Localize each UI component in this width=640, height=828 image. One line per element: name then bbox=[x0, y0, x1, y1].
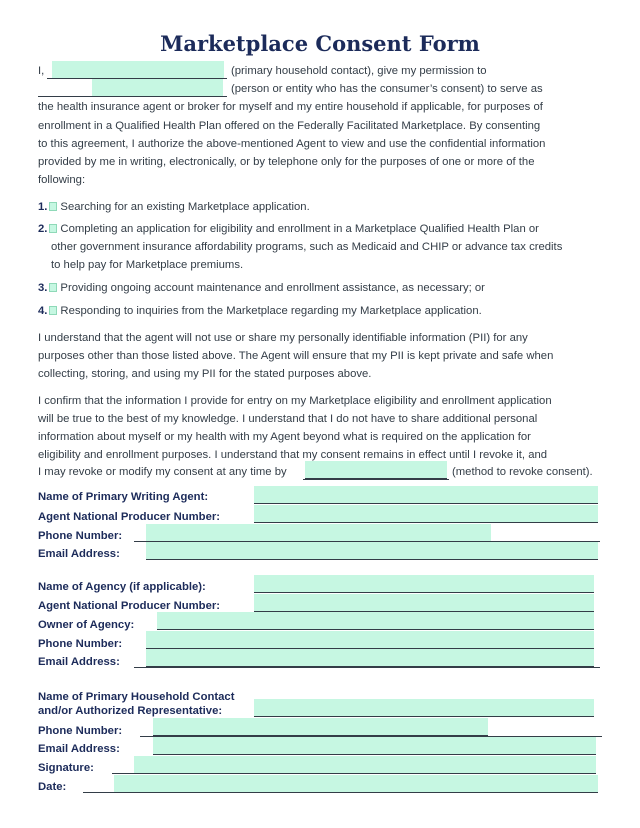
intro-i-label: I, bbox=[38, 65, 45, 77]
purpose-2-checkbox[interactable] bbox=[49, 224, 57, 233]
household-contact-field[interactable] bbox=[254, 699, 594, 717]
purpose-text: Searching for an existing Marketplace application. bbox=[60, 201, 310, 213]
purpose-text: other government insurance affordability programs, such as Medicaid and CHIP or advance tax credits bbox=[51, 241, 563, 253]
intro-line: to this agreement, I authorize the above-mentioned Agent to view and use the confidential information bbox=[38, 138, 546, 150]
revoke-method-field[interactable] bbox=[305, 461, 447, 479]
pii-line: I understand that the agent will not use or share my personally identifiable information (PII) for any bbox=[38, 332, 528, 344]
purpose-4-checkbox[interactable] bbox=[49, 306, 57, 315]
confirm-line: information about myself or my health with my Agent beyond what is required on the application for bbox=[38, 431, 531, 443]
household-phone-label: Phone Number: bbox=[38, 725, 123, 737]
purpose-item-1 bbox=[38, 200, 310, 214]
agent-email-field[interactable] bbox=[146, 542, 598, 560]
agent-phone-input[interactable] bbox=[146, 526, 491, 543]
writing-agent-label: Name of Primary Writing Agent: bbox=[38, 491, 209, 503]
agency-email-label: Email Address: bbox=[38, 656, 120, 668]
revoke-after: (method to revoke consent). bbox=[452, 466, 593, 478]
pii-line: purposes other than those listed above. The Agent will ensure that my PII is kept private and safe when bbox=[38, 350, 554, 362]
date-field[interactable] bbox=[114, 775, 598, 793]
date-label: Date: bbox=[38, 781, 67, 793]
agency-email-field[interactable] bbox=[146, 649, 594, 667]
purpose-text: Completing an application for eligibility and enrollment in a Marketplace Qualified Health Plan or bbox=[60, 223, 539, 235]
agent-phone-label: Phone Number: bbox=[38, 530, 123, 542]
intro-line: following: bbox=[38, 174, 86, 186]
purpose-3-checkbox[interactable] bbox=[49, 283, 57, 292]
signature-input[interactable] bbox=[134, 758, 596, 775]
purpose-text: Responding to inquiries from the Marketplace regarding my Marketplace application. bbox=[60, 305, 482, 317]
agency-name-field[interactable] bbox=[254, 575, 594, 593]
agent-entity-field[interactable] bbox=[92, 79, 223, 97]
agent-npn-label: Agent National Producer Number: bbox=[38, 511, 221, 523]
writing-agent-input[interactable] bbox=[254, 488, 598, 505]
agency-owner-field[interactable] bbox=[157, 612, 594, 630]
agent-email-input[interactable] bbox=[146, 544, 598, 561]
agent-entity-input[interactable] bbox=[92, 81, 223, 98]
agency-phone-field[interactable] bbox=[146, 631, 594, 649]
agency-owner-input[interactable] bbox=[157, 614, 594, 631]
purpose-number: 1. bbox=[38, 201, 48, 213]
agency-name-label: Name of Agency (if applicable): bbox=[38, 581, 206, 593]
date-input[interactable] bbox=[114, 777, 598, 794]
purpose-item-4 bbox=[38, 304, 482, 318]
household-contact-input[interactable] bbox=[254, 701, 594, 718]
revoke-before: I may revoke or modify my consent at any time by bbox=[38, 466, 287, 478]
pii-line: collecting, storing, and using my PII for the stated purposes above. bbox=[38, 368, 372, 380]
household-email-label: Email Address: bbox=[38, 743, 120, 755]
purpose-text: Providing ongoing account maintenance and enrollment assistance, as necessary; or bbox=[60, 282, 485, 294]
purpose-text: to help pay for Marketplace premiums. bbox=[51, 259, 244, 271]
confirm-line: will be true to the best of my knowledge. I understand that I do not have to share additional personal bbox=[38, 413, 538, 425]
intro-after-name: (primary household contact), give my permission to bbox=[231, 65, 487, 77]
household-email-input[interactable] bbox=[153, 739, 596, 756]
purpose-item-3 bbox=[38, 281, 485, 295]
intro-line: the health insurance agent or broker for myself and my entire household if applicable, for purposes of bbox=[38, 101, 543, 113]
household-phone-input[interactable] bbox=[153, 720, 488, 737]
purpose-number: 4. bbox=[38, 305, 48, 317]
agent-email-label: Email Address: bbox=[38, 548, 120, 560]
household-phone-field[interactable] bbox=[153, 718, 488, 736]
agency-npn-input[interactable] bbox=[254, 596, 594, 613]
agency-phone-label: Phone Number: bbox=[38, 638, 123, 650]
agency-npn-label: Agent National Producer Number: bbox=[38, 600, 221, 612]
intro-line: provided by me in writing, electronically, or by telephone only for the purposes of one or more of the bbox=[38, 156, 535, 168]
confirm-line: eligibility and enrollment purposes. I understand that my consent remains in effect until I revoke it, and bbox=[38, 449, 548, 461]
household-contact-name-input[interactable] bbox=[52, 63, 224, 80]
agent-npn-input[interactable] bbox=[254, 507, 598, 524]
signature-field[interactable] bbox=[134, 756, 596, 774]
intro-after-agent: (person or entity who has the consumer’s consent) to serve as bbox=[231, 83, 543, 95]
purpose-number: 2. bbox=[38, 223, 48, 235]
intro-line: enrollment in a Qualified Health Plan offered on the Federally Facilitated Marketplace. By consenting bbox=[38, 120, 541, 132]
household-contact-label-line1: Name of Primary Household Contact bbox=[38, 691, 235, 703]
agent-phone-field[interactable] bbox=[146, 524, 491, 542]
household-contact-label-line2: and/or Authorized Representative: bbox=[38, 705, 223, 717]
confirm-line: I confirm that the information I provide for entry on my Marketplace eligibility and enrollment application bbox=[38, 395, 552, 407]
agency-email-input[interactable] bbox=[146, 651, 594, 668]
signature-label: Signature: bbox=[38, 762, 94, 774]
agency-owner-label: Owner of Agency: bbox=[38, 619, 135, 631]
purpose-number: 3. bbox=[38, 282, 48, 294]
household-contact-name-field[interactable] bbox=[52, 61, 224, 79]
agency-name-input[interactable] bbox=[254, 577, 594, 594]
agency-phone-input[interactable] bbox=[146, 633, 594, 650]
purpose-item-2 bbox=[38, 222, 539, 236]
agent-npn-field[interactable] bbox=[254, 505, 598, 523]
purpose-1-checkbox[interactable] bbox=[49, 202, 57, 211]
agency-npn-field[interactable] bbox=[254, 594, 594, 612]
form-title: Marketplace Consent Form bbox=[160, 31, 480, 56]
household-email-field[interactable] bbox=[153, 737, 596, 755]
writing-agent-field[interactable] bbox=[254, 486, 598, 504]
revoke-method-input[interactable] bbox=[305, 463, 447, 480]
